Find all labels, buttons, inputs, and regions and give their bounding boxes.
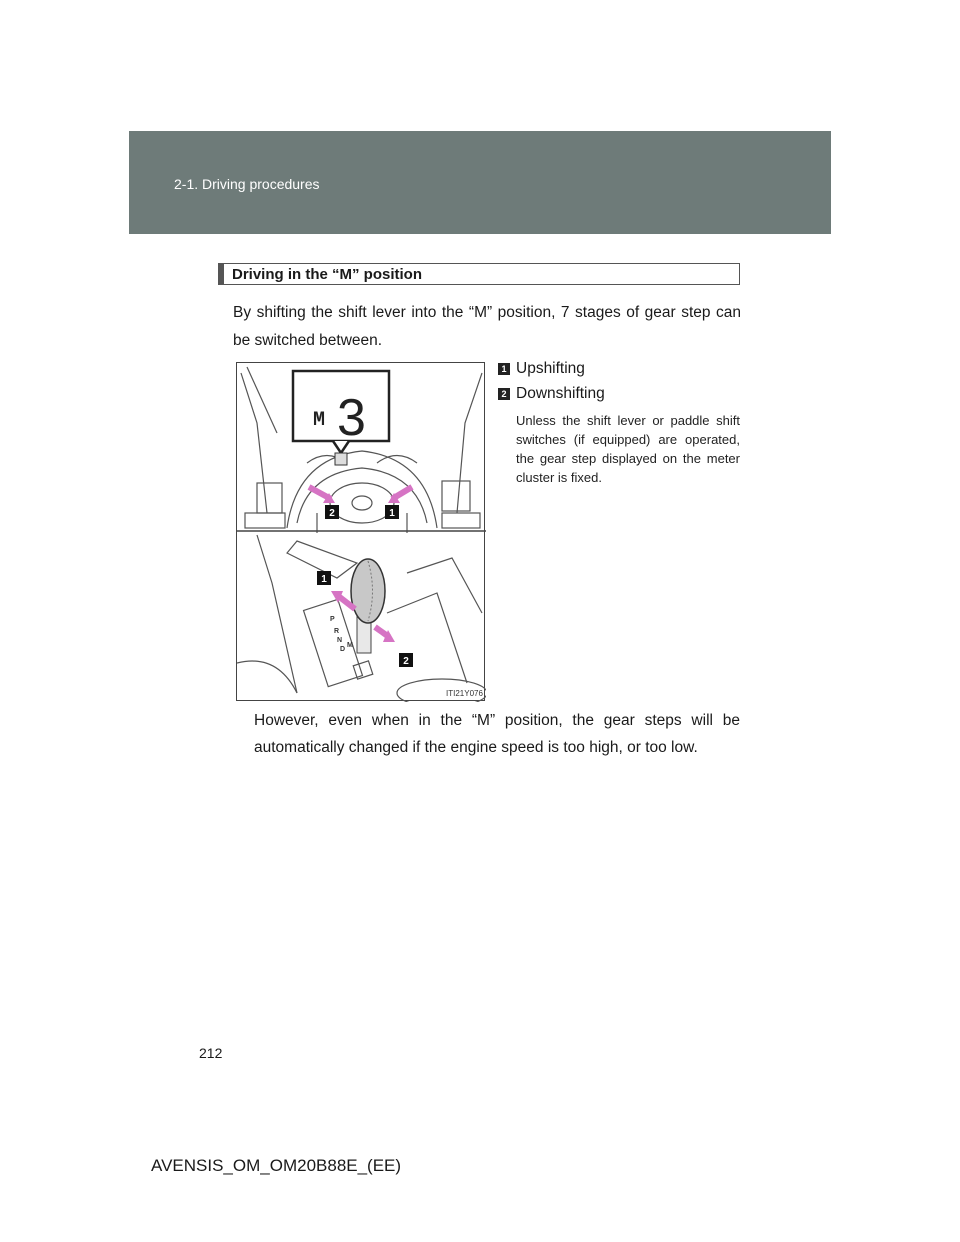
section-breadcrumb: 2-1. Driving procedures xyxy=(174,176,320,192)
figure-code: ITI21Y076 xyxy=(446,689,483,698)
legend-label: Downshifting xyxy=(516,385,605,402)
shift-letter-n: N xyxy=(337,637,343,644)
shift-letter-r: R xyxy=(334,628,340,635)
note-text: Unless the shift lever or paddle shift switches (if equipped) are operated, the gear step displayed on the meter cluster is fixed. xyxy=(516,413,740,485)
figure-label-upshift-top: 1 xyxy=(389,508,395,519)
shift-letter-d: D xyxy=(340,646,346,653)
figure-label-downshift-top: 2 xyxy=(329,508,335,519)
outro-paragraph: However, even when in the “M” position, the gear steps will be automatically changed if the engine speed is too high, or too low. xyxy=(254,712,740,756)
legend-item-downshifting xyxy=(498,385,605,403)
shift-letter-p: P xyxy=(330,616,335,623)
illustration-svg xyxy=(237,363,486,702)
intro-paragraph: By shifting the shift lever into the “M” position, 7 stages of gear step can be switched between. xyxy=(233,304,741,349)
figure-label-upshift-bottom: 1 xyxy=(321,574,327,585)
section-heading-text: Driving in the “M” position xyxy=(232,266,422,283)
display-gear-number: 3 xyxy=(337,389,366,447)
figure-label-downshift-bottom: 2 xyxy=(403,656,409,667)
shift-letter-m: M xyxy=(347,642,353,649)
legend-label: Upshifting xyxy=(516,360,585,377)
legend-item-upshifting xyxy=(498,360,585,378)
illustration-figure xyxy=(236,362,485,701)
page-number: 212 xyxy=(199,1045,223,1061)
section-heading xyxy=(218,263,740,285)
display-mode-letter: M xyxy=(313,409,326,432)
legend-number-badge: 2 xyxy=(498,388,510,400)
footer-document-code: AVENSIS_OM_OM20B88E_(EE) xyxy=(151,1156,402,1175)
legend-number-badge: 1 xyxy=(498,363,510,375)
